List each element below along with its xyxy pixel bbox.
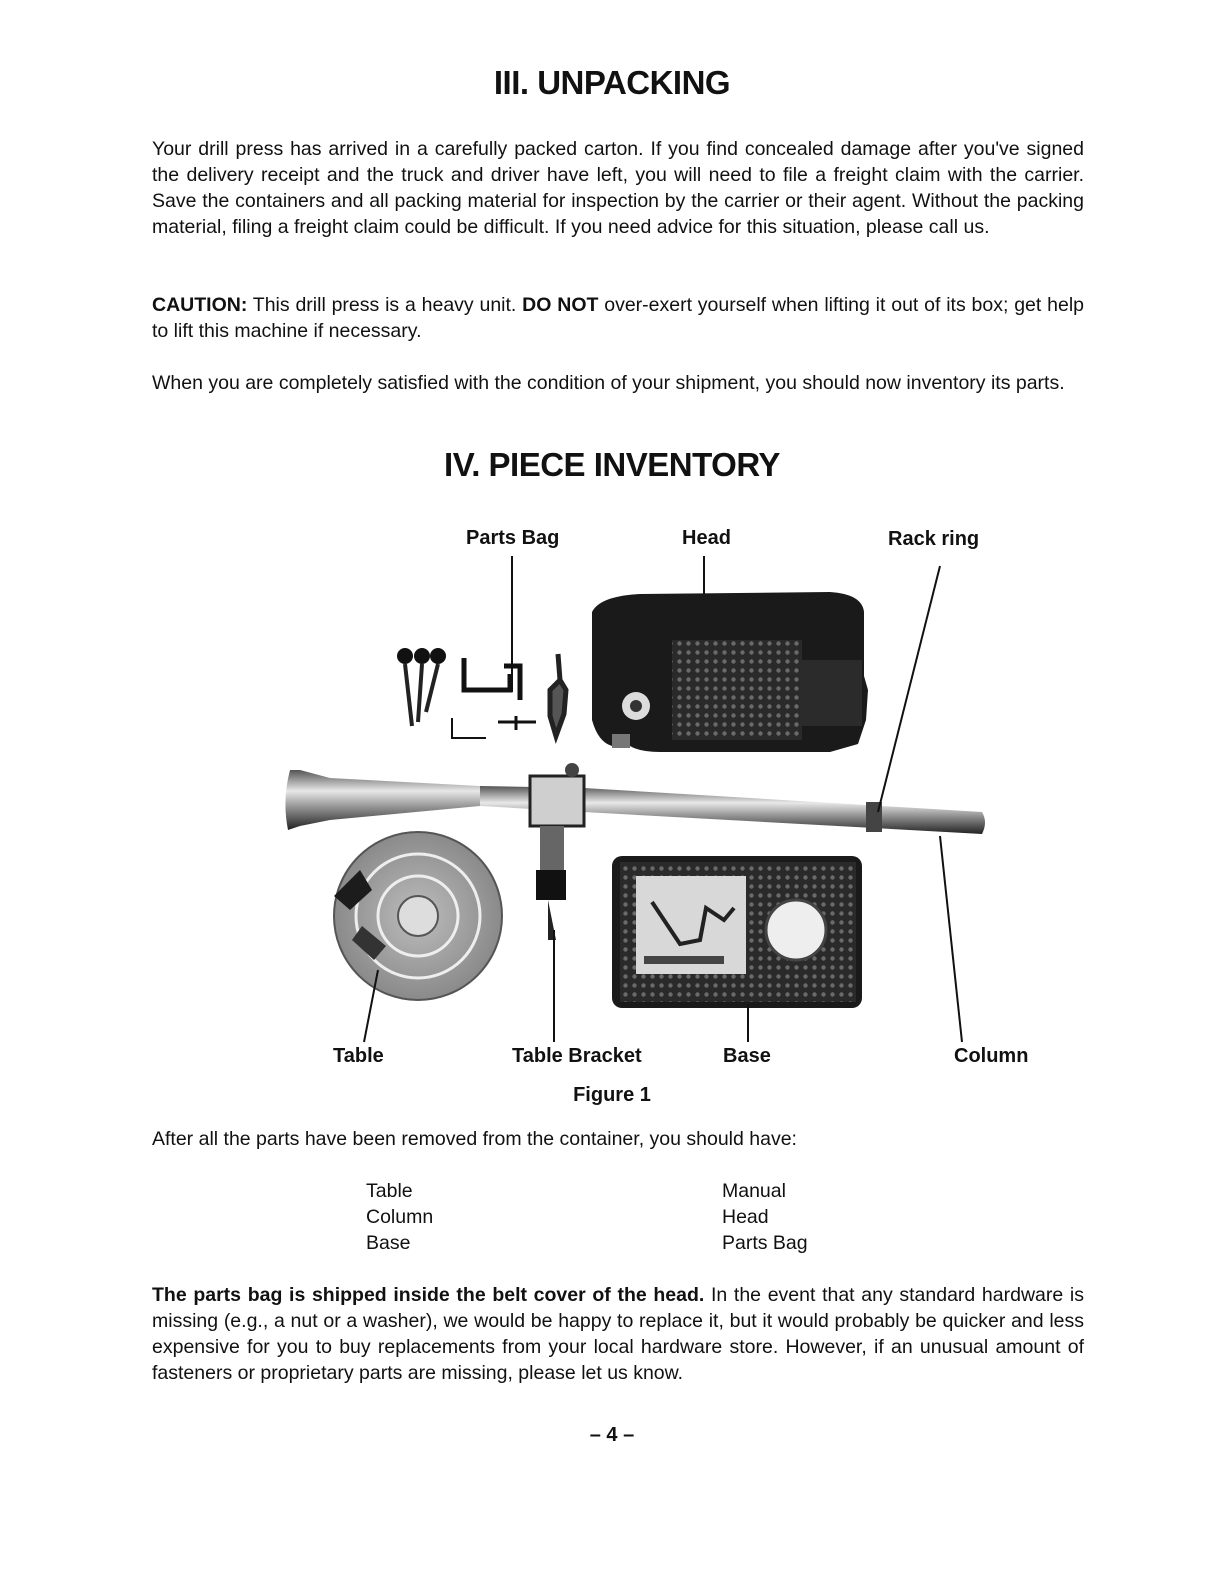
table-part — [334, 832, 502, 1000]
parts-bag-note-text: In the event that any standard hardware is missing (e.g., a nut or a washer), we would be happy to replace it, but it would probably be quicker and less expensive for you to buy replacements from your local hardware store. However, if an unusual amount of fasteners or proprietary parts are missing, please let us know. — [152, 1284, 1084, 1384]
list-intro: After all the parts have been removed from the container, you should have: — [152, 1128, 797, 1150]
unpacking-heading: III. UNPACKING — [493, 64, 731, 101]
caution-label: CAUTION: — [152, 294, 248, 316]
handle-knobs — [397, 648, 446, 726]
head-part — [592, 592, 868, 752]
list-item: Parts Bag — [722, 1232, 808, 1254]
parts-bag-note — [152, 1282, 1084, 1386]
inventory-heading: IV. PIECE INVENTORY — [444, 446, 780, 483]
small-hex-key — [452, 718, 486, 738]
unpacking-paragraph: Your drill press has arrived in a carefully packed carton. If you find concealed damage after you've signed the delivery receipt and the truck and driver have left, you will need to file a freight claim with the carrier. Save the containers and all packing material for inspection by the carrier or their agent. Without the packing material, filing a freight claim could be difficult. If you need advice for this situation, please call us. — [152, 138, 1084, 238]
inventory-intro-paragraph: When you are completely satisfied with the condition of your shipment, you should now inventory its parts. — [152, 372, 1065, 394]
parts-list-left — [366, 1178, 433, 1256]
leader-rack-ring — [878, 566, 940, 812]
label-table-bracket: Table Bracket — [512, 1045, 642, 1067]
label-base: Base — [723, 1045, 771, 1067]
figure-caption: Figure 1 — [573, 1084, 651, 1106]
parts-bag-note-bold: The parts bag is shipped inside the belt cover of the head. — [152, 1284, 705, 1306]
label-column: Column — [954, 1045, 1029, 1067]
label-rack-ring: Rack ring — [888, 528, 980, 550]
list-item: Base — [366, 1232, 411, 1254]
chuck-key — [498, 716, 536, 730]
list-item: Table — [366, 1180, 413, 1202]
caution-text-2: over-exert yourself when lifting it out of its box; get help to lift this machine if necessary. — [152, 294, 1084, 342]
list-item: Manual — [722, 1180, 786, 1202]
label-head: Head — [682, 527, 731, 549]
caution-text-1: This drill press is a heavy unit. — [247, 294, 523, 316]
drill-chuck — [550, 654, 566, 736]
label-table: Table — [333, 1045, 384, 1067]
base-part — [612, 856, 862, 1008]
table-bracket-part — [530, 763, 584, 940]
parts-bag-items — [397, 648, 566, 738]
caution-emphasis: DO NOT — [522, 294, 599, 316]
page-number: – 4 – — [589, 1424, 635, 1446]
label-parts-bag: Parts Bag — [466, 527, 560, 549]
parts-list-right — [722, 1178, 808, 1256]
list-item: Column — [366, 1206, 434, 1228]
list-item: Head — [722, 1206, 769, 1228]
leader-column — [940, 836, 962, 1042]
